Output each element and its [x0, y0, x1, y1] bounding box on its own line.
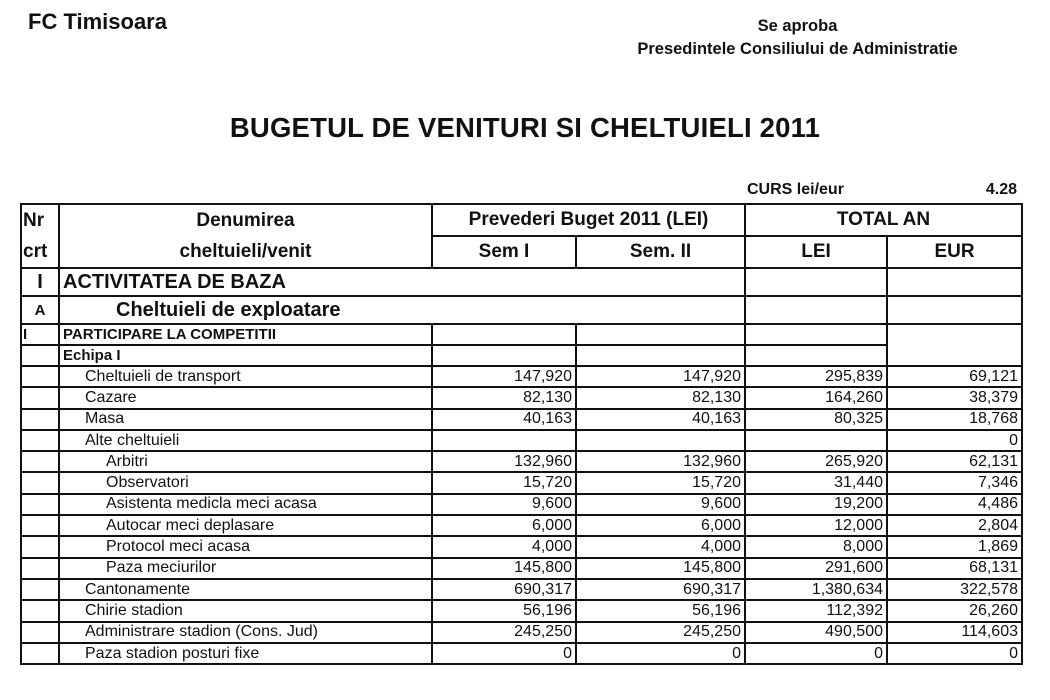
- table-row: [21, 536, 1022, 557]
- table-row: [21, 409, 1022, 430]
- nr-cell: [21, 558, 59, 579]
- row-label: Administrare stadion (Cons. Jud): [59, 622, 432, 643]
- sem1-value: 4,000: [432, 536, 576, 557]
- lei-value: 31,440: [745, 472, 887, 493]
- empty-cell: [887, 324, 1022, 366]
- nr-cell: [21, 409, 59, 430]
- empty-cell: [432, 345, 576, 366]
- eur-value: 69,121: [887, 366, 1022, 387]
- eur-value: 4,486: [887, 494, 1022, 515]
- empty-cell: [745, 296, 887, 324]
- nr-cell: [21, 472, 59, 493]
- sem1-value: 245,250: [432, 622, 576, 643]
- eur-value: 26,260: [887, 600, 1022, 621]
- col-header-denumire: [59, 204, 432, 268]
- sem1-value: 0: [432, 643, 576, 664]
- lei-value: 490,500: [745, 622, 887, 643]
- row-label: Asistenta medicla meci acasa: [59, 494, 432, 515]
- table-row: [21, 472, 1022, 493]
- lei-value: 8,000: [745, 536, 887, 557]
- eur-value: 7,346: [887, 472, 1022, 493]
- row-label: Observatori: [59, 472, 432, 493]
- empty-cell: [432, 324, 576, 345]
- sem1-value: 82,130: [432, 387, 576, 408]
- lei-value: 265,920: [745, 451, 887, 472]
- group-header-total: TOTAL AN: [745, 204, 1022, 236]
- section-row-cheltuieli-exploatare: [21, 296, 1022, 324]
- nr-cell: [21, 536, 59, 557]
- col-header-nr-line2: crt: [23, 241, 48, 262]
- section-nr: I: [21, 268, 59, 296]
- eur-value: 114,603: [887, 622, 1022, 643]
- lei-value: 164,260: [745, 387, 887, 408]
- sem2-value: 4,000: [576, 536, 745, 557]
- table-row: [21, 515, 1022, 536]
- table-row: [21, 366, 1022, 387]
- nr-cell: [21, 366, 59, 387]
- table-row: [21, 558, 1022, 579]
- nr-cell: [21, 387, 59, 408]
- sem1-value: 6,000: [432, 515, 576, 536]
- sem1-value: 147,920: [432, 366, 576, 387]
- row-label: Masa: [59, 409, 432, 430]
- section-row-activitatea: [21, 268, 1022, 296]
- approval-block: [600, 15, 995, 61]
- sem1-value: 690,317: [432, 579, 576, 600]
- sem2-value: 0: [576, 643, 745, 664]
- sem1-value: 9,600: [432, 494, 576, 515]
- sem2-value: 145,800: [576, 558, 745, 579]
- sem1-value: [432, 430, 576, 451]
- table-row: [21, 494, 1022, 515]
- sem1-value: 56,196: [432, 600, 576, 621]
- row-label: Cantonamente: [59, 579, 432, 600]
- row-label: Arbitri: [59, 451, 432, 472]
- section-label: Cheltuieli de exploatare: [59, 296, 745, 324]
- eur-value: 68,131: [887, 558, 1022, 579]
- row-label: Alte cheltuieli: [59, 430, 432, 451]
- col-header-sem1: Sem I: [432, 236, 576, 268]
- table-row: [21, 622, 1022, 643]
- sem1-value: 145,800: [432, 558, 576, 579]
- sem2-value: 56,196: [576, 600, 745, 621]
- section-label: PARTICIPARE LA COMPETITII: [59, 324, 432, 345]
- nr-cell: [21, 451, 59, 472]
- sem2-value: 82,130: [576, 387, 745, 408]
- col-header-eur: EUR: [887, 236, 1022, 268]
- row-label: Paza stadion posturi fixe: [59, 643, 432, 664]
- nr-cell: [21, 579, 59, 600]
- table-row: [21, 579, 1022, 600]
- exchange-rate-label: CURS lei/eur: [747, 181, 844, 198]
- section-nr: I: [21, 324, 59, 345]
- lei-value: 291,600: [745, 558, 887, 579]
- table-row: [21, 387, 1022, 408]
- table-row: [21, 451, 1022, 472]
- lei-value: [745, 430, 887, 451]
- sem1-value: 132,960: [432, 451, 576, 472]
- section-row-echipa: [21, 345, 1022, 366]
- section-nr: [21, 345, 59, 366]
- eur-value: 2,804: [887, 515, 1022, 536]
- sem2-value: 40,163: [576, 409, 745, 430]
- sem1-value: 15,720: [432, 472, 576, 493]
- lei-value: 19,200: [745, 494, 887, 515]
- eur-value: 0: [887, 643, 1022, 664]
- eur-value: 1,869: [887, 536, 1022, 557]
- section-nr: A: [21, 296, 59, 324]
- empty-cell: [576, 345, 745, 366]
- sem2-value: 690,317: [576, 579, 745, 600]
- sem1-value: 40,163: [432, 409, 576, 430]
- document-title: BUGETUL DE VENITURI SI CHELTUIELI 2011: [229, 112, 821, 143]
- header-row-1: [21, 204, 1022, 236]
- eur-value: 0: [887, 430, 1022, 451]
- lei-value: 12,000: [745, 515, 887, 536]
- empty-cell: [745, 268, 887, 296]
- empty-cell: [887, 296, 1022, 324]
- section-label: ACTIVITATEA DE BAZA: [59, 268, 745, 296]
- row-label: Paza meciurilor: [59, 558, 432, 579]
- club-name: FC Timisoara: [28, 9, 167, 34]
- eur-value: 62,131: [887, 451, 1022, 472]
- lei-value: 1,380,634: [745, 579, 887, 600]
- approval-line-1: Se aproba: [757, 17, 838, 35]
- nr-cell: [21, 430, 59, 451]
- sem2-value: 6,000: [576, 515, 745, 536]
- lei-value: 295,839: [745, 366, 887, 387]
- empty-cell: [887, 268, 1022, 296]
- eur-value: 38,379: [887, 387, 1022, 408]
- eur-value: 18,768: [887, 409, 1022, 430]
- sem2-value: 9,600: [576, 494, 745, 515]
- col-header-nr-line1: Nr: [23, 210, 45, 231]
- sem2-value: [576, 430, 745, 451]
- exchange-rate-value: 4.28: [985, 181, 1017, 198]
- nr-cell: [21, 515, 59, 536]
- empty-cell: [576, 324, 745, 345]
- col-header-nr: [21, 204, 59, 268]
- lei-value: 112,392: [745, 600, 887, 621]
- row-label: Cazare: [59, 387, 432, 408]
- table-row: [21, 430, 1022, 451]
- nr-cell: [21, 600, 59, 621]
- sem2-value: 132,960: [576, 451, 745, 472]
- sem2-value: 15,720: [576, 472, 745, 493]
- nr-cell: [21, 622, 59, 643]
- col-header-den-line2: cheltuieli/venit: [179, 241, 312, 262]
- row-label: Protocol meci acasa: [59, 536, 432, 557]
- row-label: Autocar meci deplasare: [59, 515, 432, 536]
- nr-cell: [21, 643, 59, 664]
- table-row: [21, 600, 1022, 621]
- sem2-value: 147,920: [576, 366, 745, 387]
- section-label: Echipa I: [59, 345, 432, 366]
- budget-table: [20, 203, 1023, 665]
- col-header-sem2: Sem. II: [576, 236, 745, 268]
- col-header-lei: LEI: [745, 236, 887, 268]
- nr-cell: [21, 494, 59, 515]
- section-row-participare: [21, 324, 1022, 345]
- row-label: Cheltuieli de transport: [59, 366, 432, 387]
- row-label: Chirie stadion: [59, 600, 432, 621]
- eur-value: 322,578: [887, 579, 1022, 600]
- approval-line-2: Presedintele Consiliului de Administratie: [637, 40, 958, 58]
- lei-value: 80,325: [745, 409, 887, 430]
- sem2-value: 245,250: [576, 622, 745, 643]
- lei-value: 0: [745, 643, 887, 664]
- empty-cell: [745, 345, 887, 366]
- group-header-prevederi: Prevederi Buget 2011 (LEI): [432, 204, 745, 236]
- col-header-den-line1: Denumirea: [196, 210, 295, 231]
- empty-cell: [745, 324, 887, 345]
- table-row: [21, 643, 1022, 664]
